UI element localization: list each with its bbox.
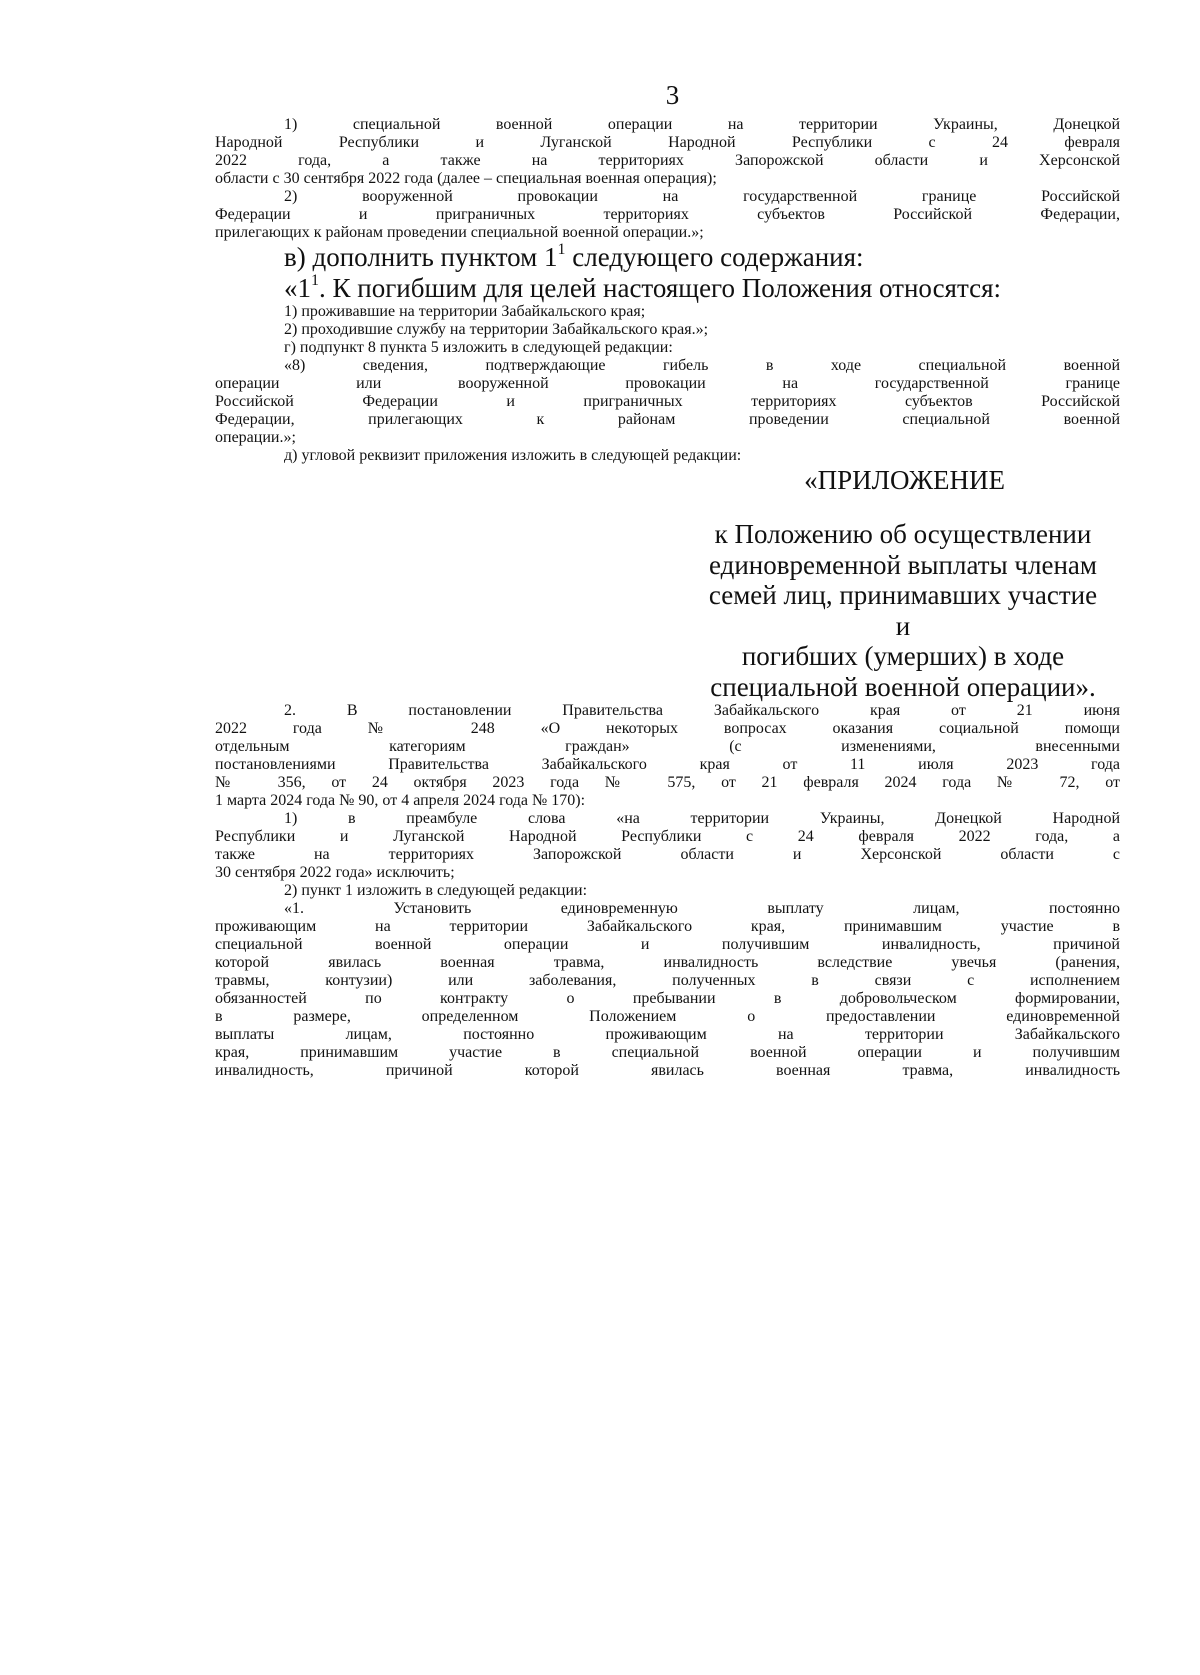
text-line: Республики и Луганской Народной Республики с 24 февраля 2022 года, а [215, 828, 1120, 845]
section-mid [215, 303, 1120, 357]
appendix-line: погибших (умерших) в ходе [741, 641, 1065, 671]
section-2 [215, 702, 1120, 810]
item-v-superscript: 1 [557, 241, 566, 258]
text-line: проживающим на территории Забайкальского края, принимавшим участие в [215, 918, 1120, 935]
appendix-block [708, 519, 1120, 702]
page-number: 3 [665, 80, 680, 110]
text-line: инвалидность, причиной которой явилась военная травма, инвалидность [215, 1062, 1120, 1079]
text-line: г) подпункт 8 пункта 5 изложить в следующей редакции: [284, 339, 673, 356]
text-line: прилегающих к районам проведении специальной военной операции.»; [215, 224, 704, 241]
text-line: 2022 года, а также на территориях Запорожской области и Херсонской [215, 152, 1120, 169]
text-line: также на территориях Запорожской области и Херсонской области с [215, 846, 1120, 863]
text-line: специальной военной операции и получившим инвалидность, причиной [215, 936, 1120, 953]
text-line: операции или вооруженной провокации на государственной границе [215, 375, 1120, 392]
item-v-text: в) дополнить пунктом 1 [284, 242, 558, 272]
text-line: Федерации, прилегающих к районам проведении специальной военной [215, 411, 1120, 428]
item-v [215, 242, 1120, 273]
text-line: которой явилась военная травма, инвалидность вследствие увечья (ранения, [215, 954, 1120, 971]
text-line: 30 сентября 2022 года» исключить; [215, 864, 455, 881]
text-line: обязанностей по контракту о пребывании в добровольческом формировании, [215, 990, 1120, 1007]
section-intro [215, 116, 1120, 242]
text-line: постановлениями Правительства Забайкальского края от 11 июля 2023 года [215, 756, 1120, 773]
item-v-text-end: следующего содержания: [565, 242, 864, 272]
text-line: 2022 года № 248 «О некоторых вопросах оказания социальной помощи [215, 720, 1120, 737]
text-line: области с 30 сентября 2022 года (далее – специальная военная операция); [215, 170, 717, 187]
text-line: Российской Федерации и приграничных территориях субъектов Российской [215, 393, 1120, 410]
section-2-1 [215, 810, 1120, 882]
text-line: 1) в преамбуле слова «на территории Украины, Донецкой Народной [284, 810, 1120, 827]
text-line: операции.»; [215, 429, 296, 446]
text-line: 2) проходившие службу на территории Забайкальского края.»; [284, 321, 709, 338]
appendix-line: специальной военной операции». [710, 671, 1096, 702]
appendix-line: семей лиц, принимавших участие и [708, 580, 1098, 641]
text-line: № 356, от 24 октября 2023 года № 575, от 21 февраля 2024 года № 72, от [215, 774, 1120, 791]
text-line: выплаты лицам, постоянно проживающим на территории Забайкальского [215, 1026, 1120, 1043]
text-line: «1. Установить единовременную выплату лицам, постоянно [284, 900, 1120, 917]
section-2-2-quote [215, 900, 1120, 1080]
section-8 [215, 357, 1120, 447]
text-line: отдельным категориям граждан» (с изменениями, внесенными [215, 738, 1120, 755]
item-2-2: 2) пункт 1 изложить в следующей редакции: [284, 882, 588, 899]
quote-text-end: . К погибшим для целей настоящего Положения относятся: [319, 272, 1002, 303]
text-line: Федерации и приграничных территориях субъектов Российской Федерации, [215, 206, 1120, 223]
item-d: д) угловой реквизит приложения изложить в следующей редакции: [284, 447, 742, 464]
text-line: Народной Республики и Луганской Народной Республики с 24 февраля [215, 134, 1120, 151]
quote-superscript: 1 [311, 271, 319, 289]
appendix-line: к Положению об осуществлении [714, 519, 1092, 549]
text-line: 2) вооруженной провокации на государственной границе Российской [284, 188, 1120, 205]
appendix-title: «ПРИЛОЖЕНИЕ [804, 465, 1005, 495]
appendix-line: единовременной выплаты членам [708, 549, 1097, 580]
text-line: «8) сведения, подтверждающие гибель в ходе специальной военной [284, 357, 1120, 374]
text-line: 2. В постановлении Правительства Забайкальского края от 21 июня [284, 702, 1120, 719]
text-line: края, принимавшим участие в специальной военной операции и получившим [215, 1044, 1120, 1061]
text-line: 1) проживавшие на территории Забайкальского края; [284, 303, 646, 320]
text-line: травмы, контузии) или заболевания, полученных в связи с исполнением [215, 972, 1120, 989]
text-line: 1 марта 2024 года № 90, от 4 апреля 2024 года № 170): [215, 792, 586, 809]
text-line: 1) специальной военной операции на территории Украины, Донецкой [284, 116, 1120, 133]
text-line: в размере, определенном Положением о предоставлении единовременной [215, 1008, 1120, 1025]
quote-text: «1 [284, 272, 311, 303]
quote-1-1 [215, 273, 1120, 304]
